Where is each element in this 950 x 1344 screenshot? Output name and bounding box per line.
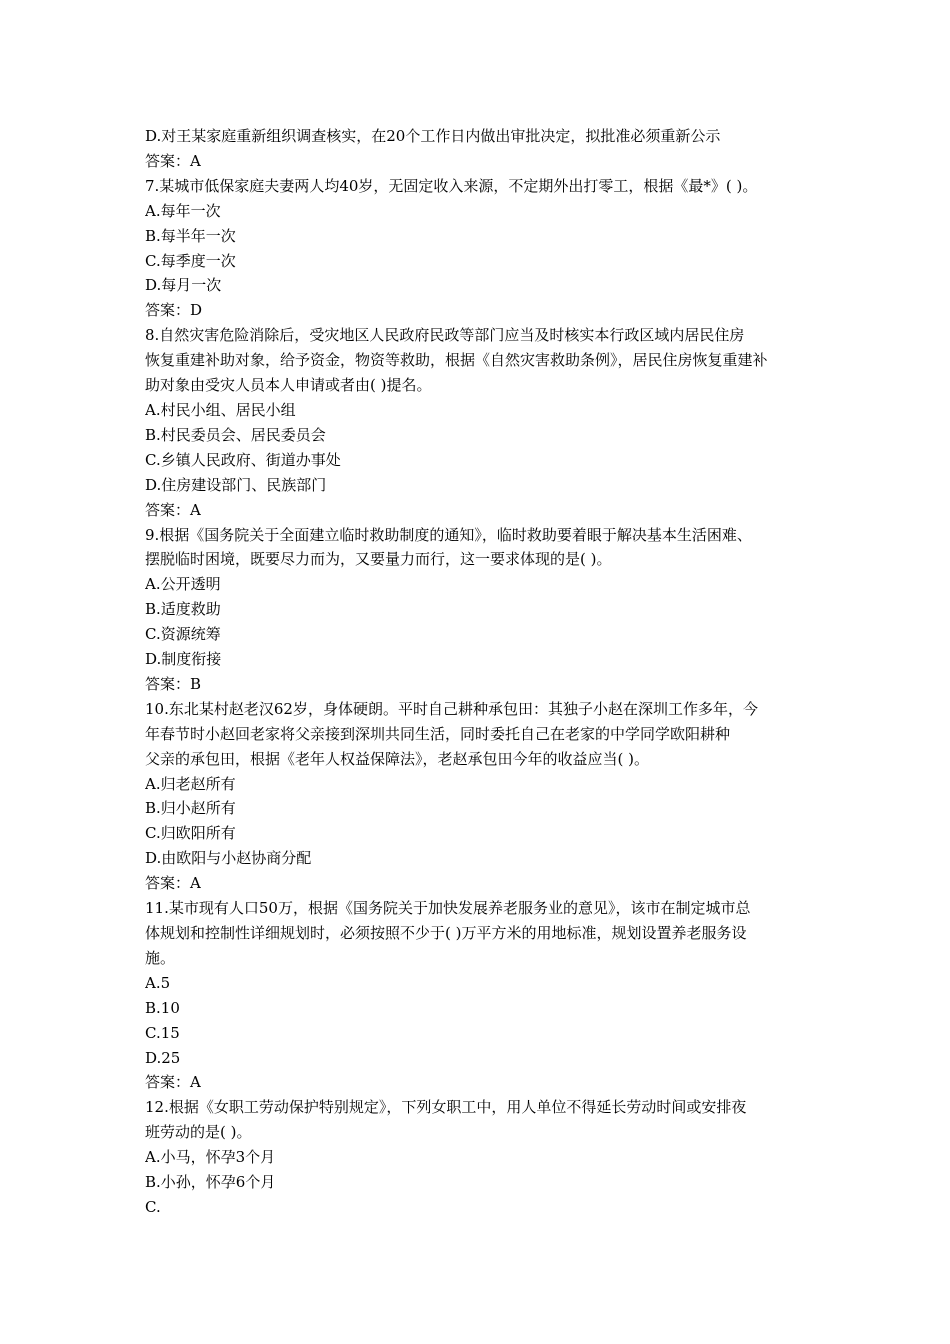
option-line: B.归小赵所有: [145, 799, 236, 818]
option-line: A.归老赵所有: [145, 774, 236, 793]
question-line: 恢复重建补助对象，给予资金，物资等救助，根据《自然灾害救助条例》，居民住房恢复重建补: [145, 351, 768, 370]
answer-line: 答案：A: [145, 500, 201, 519]
option-line: D.每月一次: [145, 276, 222, 295]
answer-line: 答案：A: [145, 1073, 201, 1092]
option-line: C.归欧阳所有: [145, 824, 236, 843]
option-line: B.每半年一次: [145, 226, 236, 245]
option-line: C.乡镇人民政府、街道办事处: [145, 450, 341, 469]
option-line: D.制度衔接: [145, 650, 222, 669]
option-line: D.对王某家庭重新组织调查核实，在20个工作日内做出审批决定，拟批准必须重新公示: [145, 127, 721, 145]
answer-line: 答案：B: [145, 674, 202, 693]
question-line: 9.根据《国务院关于全面建立临时救助制度的通知》，临时救助要着眼于解决基本生活困难、: [145, 525, 752, 544]
question-line: 10.东北某村赵老汉62岁，身体硬朗。平时自己耕种承包田：其独子小赵在深圳工作多年，今: [145, 699, 758, 718]
option-line: D.住房建设部门、民族部门: [145, 475, 327, 494]
answer-line: 答案：A: [145, 874, 201, 893]
answer-line: 答案：D: [145, 301, 203, 320]
option-line: A.每年一次: [145, 201, 221, 220]
option-line: C.15: [145, 1023, 180, 1042]
document-body: [145, 124, 810, 1220]
option-line: A.小马，怀孕3个月: [145, 1148, 276, 1167]
question-line: 12.根据《女职工劳动保护特别规定》，下列女职工中，用人单位不得延长劳动时间或安排夜: [145, 1098, 747, 1117]
option-line: C.资源统筹: [145, 625, 221, 644]
option-line: C.每季度一次: [145, 251, 236, 270]
question-line: 8.自然灾害危险消除后，受灾地区人民政府民政等部门应当及时核实本行政区域内居民住房: [145, 326, 745, 345]
option-line: B.10: [145, 998, 180, 1017]
question-line: 年春节时小赵回老家将父亲接到深圳共同生活，同时委托自己在老家的中学同学欧阳耕种: [145, 724, 731, 743]
question-line: 摆脱临时困境，既要尽力而为，又要量力而行，这一要求体现的是( )。: [145, 550, 612, 569]
option-line: B.村民委员会、居民委员会: [145, 425, 326, 444]
question-line: 施。: [145, 948, 176, 967]
question-line: 7.某城市低保家庭夫妻两人均40岁，无固定收入来源，不定期外出打零工，根据《最*》( )。: [145, 176, 758, 195]
option-line: B.适度救助: [145, 600, 221, 619]
option-line: A.村民小组、居民小组: [145, 400, 296, 419]
question-line: 11.某市现有人口50万，根据《国务院关于加快发展养老服务业的意见》，该市在制定城市总: [145, 899, 751, 918]
question-line: 父亲的承包田，根据《老年人权益保障法》，老赵承包田今年的收益应当( )。: [145, 749, 649, 768]
option-line: A.5: [145, 973, 171, 992]
option-line: B.小孙，怀孕6个月: [145, 1173, 276, 1192]
question-line: 助对象由受灾人员本人申请或者由( )提名。: [145, 376, 432, 395]
option-line: A.公开透明: [145, 575, 221, 594]
option-line: D.25: [145, 1048, 181, 1067]
question-line: 班劳动的是( )。: [145, 1123, 252, 1142]
answer-line: 答案：A: [145, 151, 201, 170]
option-line: C.: [145, 1197, 161, 1216]
question-line: 体规划和控制性详细规划时，必须按照不少于( )万平方米的用地标准，规划设置养老服务设: [145, 924, 747, 942]
option-line: D.由欧阳与小赵协商分配: [145, 849, 312, 868]
